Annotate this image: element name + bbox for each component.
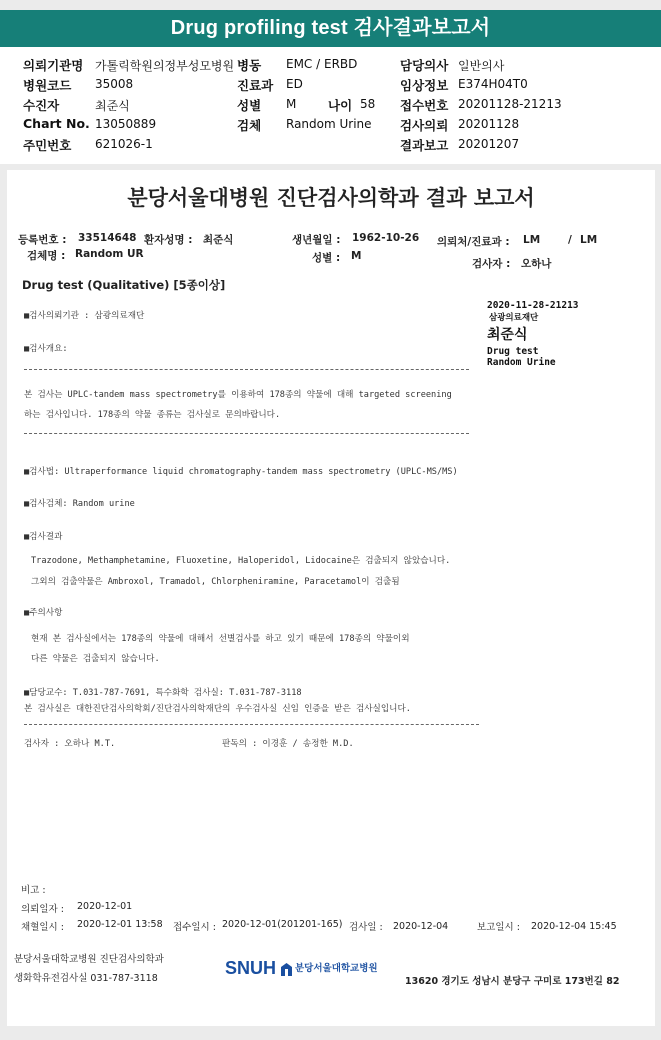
- divider: [24, 724, 479, 725]
- body-line-8: Trazodone, Methamphetamine, Fluoxetine, Haloperidol, Lidocaine은 검출되지 않았습니다.: [31, 556, 451, 566]
- divider: [24, 369, 469, 370]
- body-line-16: 판독의 : 이경훈 / 송정한 M.D.: [222, 739, 354, 749]
- snuh-logo: SNUH: [225, 958, 277, 978]
- body-line-12: 다른 약물은 검출되지 않습니다.: [31, 654, 160, 664]
- stamp-line5: Random Urine: [487, 357, 556, 368]
- body-line-11: 현재 본 검사실에서는 178종의 약물에 대해서 선별검사를 하고 있기 때문에 178종의 약물이외: [31, 634, 410, 644]
- test-name: Drug test (Qualitative) [5종이상]: [22, 278, 226, 292]
- reqdept-sep: /: [568, 234, 572, 246]
- clinical-label: 임상정보: [400, 78, 449, 93]
- order-info-header: [0, 47, 661, 164]
- spec-label: 검체명 :: [27, 250, 66, 262]
- reg-value: 33514648: [78, 232, 137, 244]
- dob-label: 생년월일 :: [292, 234, 341, 246]
- report-date-value: 2020-12-04 15:45: [531, 921, 617, 932]
- hospital-emblem-icon: [281, 961, 292, 974]
- hospcode-label: 병원코드: [23, 78, 72, 93]
- stamp-line1: 2020-11-28-21213: [487, 300, 579, 311]
- patient-name-value: 최준식: [203, 234, 234, 246]
- req-date-value: 2020-12-01: [77, 901, 133, 912]
- receipt-label: 접수번호: [400, 98, 449, 113]
- footer-lab: 생화학유전검사실 031-787-3118: [14, 973, 158, 984]
- clinical-value: E374H04T0: [458, 77, 528, 91]
- age-label: 나이: [328, 98, 353, 113]
- patient-label: 수진자: [23, 98, 60, 113]
- sex-label: 성별: [237, 98, 262, 113]
- lab-result-report: [7, 170, 655, 1026]
- specimen-stamp: [487, 300, 579, 368]
- doctor-value: 일반의사: [458, 59, 505, 73]
- body-line-6: ■검사검체: Random urine: [24, 499, 135, 509]
- reqdept-value2: LM: [580, 234, 598, 246]
- collect-value: 2020-12-01 13:58: [77, 919, 163, 930]
- report-title: 분당서울대병원 진단검사의학과 결과 보고서: [127, 186, 535, 210]
- body-line-15: 검사자 : 오하나 M.T.: [24, 739, 116, 749]
- ward-value: EMC / ERBD: [286, 57, 358, 71]
- ward-label: 병동: [237, 58, 262, 73]
- hospital-address: 13620 경기도 성남시 분당구 구미로 173번길 82: [405, 976, 620, 987]
- dept-value: ED: [286, 77, 303, 91]
- inst-label: 의뢰기관명: [23, 58, 84, 73]
- doctor-label: 담당의사: [400, 58, 449, 73]
- body-line-13: ■담당교수: T.031-787-7691, 특수화학 검사실: T.031-787-3118: [24, 688, 302, 698]
- body-line-2: ■검사개요:: [24, 344, 68, 354]
- snuh-hospital-name: 분당서울대학교병원: [295, 963, 378, 974]
- reqdept-value1: LM: [523, 234, 541, 246]
- stamp-line4: Drug test: [487, 346, 539, 357]
- report-sex-label: 성별 :: [312, 252, 341, 264]
- reqdept-label: 의뢰처/진료과 :: [437, 236, 510, 248]
- body-line-10: ■주의사항: [24, 608, 63, 618]
- age-value: 58: [360, 97, 376, 111]
- collect-label: 채혈일시 :: [21, 922, 64, 933]
- dept-label: 진료과: [237, 78, 274, 93]
- report-title-bar: Drug profiling test 검사결과보고서: [0, 10, 661, 47]
- body-line-7: ■검사결과: [24, 532, 63, 542]
- chart-value: 13050889: [95, 117, 157, 131]
- chart-label: Chart No.: [23, 116, 90, 131]
- divider: [24, 433, 469, 434]
- reg-label: 등록번호 :: [18, 234, 67, 246]
- body-line-3: 본 검사는 UPLC-tandem mass spectrometry를 이용하여 178종의 약물에 대해 targeted screening: [24, 390, 452, 400]
- report-sex-value: M: [351, 250, 362, 262]
- tester-value: 오하나: [521, 258, 552, 270]
- stamp-line3: 최준식: [487, 327, 528, 343]
- specimen-label: 검체: [237, 118, 262, 133]
- test-date-label: 검사일 :: [349, 922, 383, 933]
- request-value: 20201128: [458, 117, 520, 131]
- spec-value: Random UR: [75, 248, 144, 260]
- inst-value: 가톨릭학원의정부성모병원: [95, 59, 235, 73]
- footer-dept: 분당서울대학교병원 진단검사의학과: [14, 954, 164, 965]
- body-line-9: 그외의 검출약물은 Ambroxol, Tramadol, Chlorpheniramine, Paracetamol이 검출됨: [31, 577, 400, 587]
- receipt-value: 20201128-21213: [458, 97, 562, 111]
- body-line-1: ■검사의뢰기관 : 삼광의료재단: [24, 311, 145, 321]
- req-date-label: 의뢰일자 :: [21, 904, 64, 915]
- report-date-label: 보고일시 :: [477, 922, 520, 933]
- stamp-line2: 삼광의료재단: [489, 313, 539, 323]
- patient-value: 최준식: [95, 99, 130, 113]
- body-line-14: 본 검사실은 대한진단검사의학회/진단검사의학재단의 우수검사실 신임 인증을 받은 검사실입니다.: [24, 704, 411, 714]
- body-line-5: ■검사법: Ultraperformance liquid chromatography-tandem mass spectrometry (UPLC-MS/MS): [24, 467, 458, 477]
- receipt-date-value: 2020-12-01(201201-165): [222, 919, 343, 930]
- sex-value: M: [286, 97, 297, 111]
- patient-name-label: 환자성명 :: [144, 234, 193, 246]
- request-label: 검사의뢰: [400, 118, 449, 133]
- report-label: 결과보고: [400, 138, 449, 153]
- specimen-value: Random Urine: [286, 117, 372, 131]
- test-date-value: 2020-12-04: [393, 921, 449, 932]
- rrn-value: 621026-1: [95, 137, 153, 151]
- body-line-4: 하는 검사입니다. 178종의 약물 종류는 검사실로 문의바랍니다.: [24, 410, 281, 420]
- report-value: 20201207: [458, 137, 520, 151]
- hospcode-value: 35008: [95, 77, 134, 91]
- tester-label: 검사자 :: [472, 258, 511, 270]
- dob-value: 1962-10-26: [352, 232, 420, 244]
- rrn-label: 주민번호: [23, 138, 72, 153]
- receipt-date-label: 접수일시 :: [173, 922, 216, 933]
- remarks-label: 비고 :: [21, 885, 46, 896]
